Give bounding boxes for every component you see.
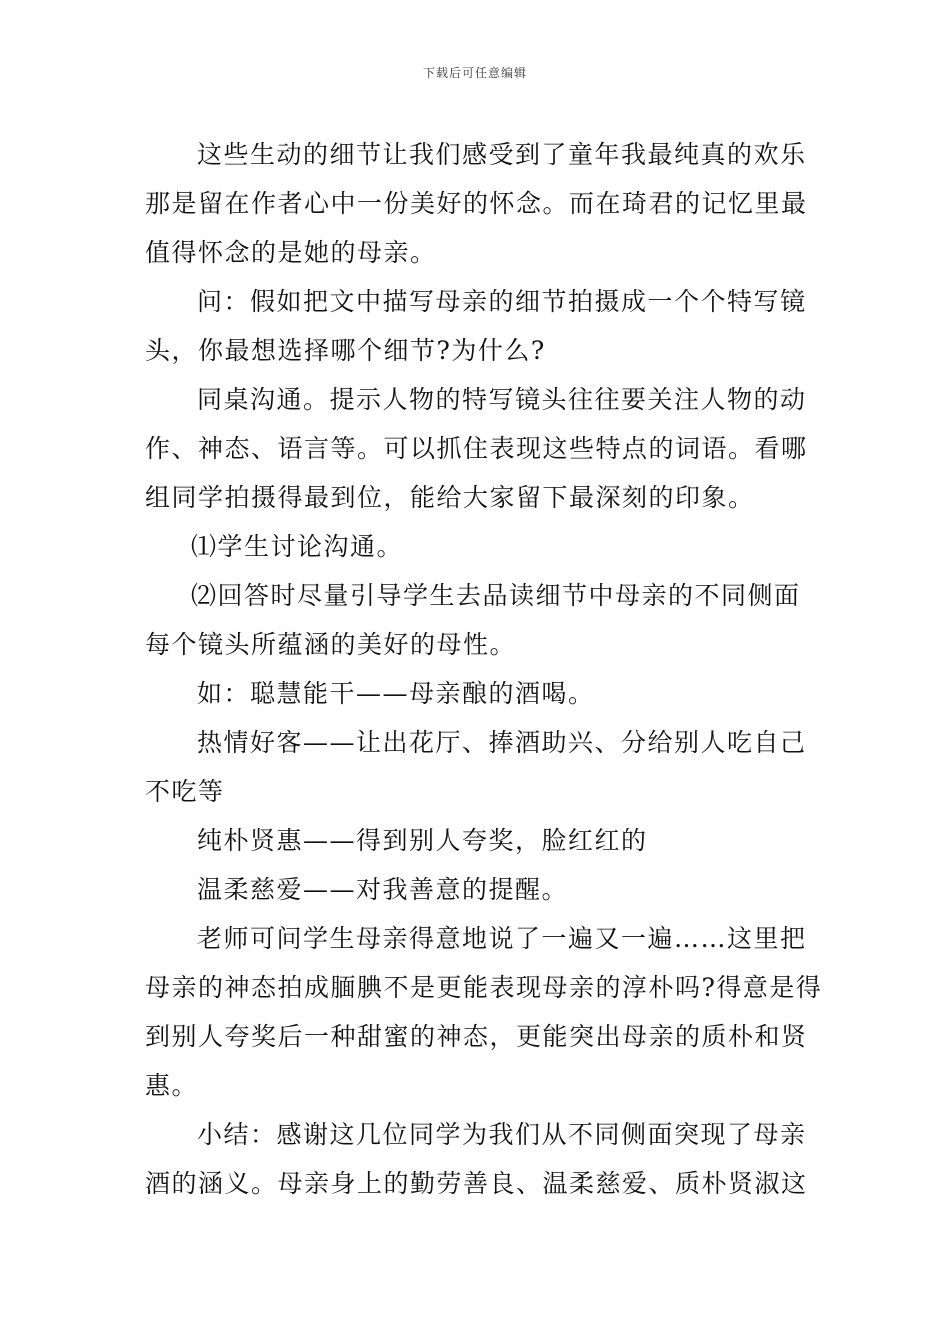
text-line: 惠。 [145,1071,199,1100]
text-line: 纯朴贤惠——得到别人夸奖，脸红红的 [197,826,648,855]
text-line: 小结：感谢这几位同学为我们从不同侧面突现了母亲 [197,1120,807,1149]
text-line: 热情好客——让出花厅、捧酒助兴、分给别人吃自己 [197,728,807,757]
text-line: 作、神态、语言等。可以抓住表现这些特点的词语。看哪 [145,434,808,463]
text-line: 这些生动的细节让我们感受到了童年我最纯真的欢乐 [197,140,807,169]
text-line: 如：聪慧能干——母亲酿的酒喝。 [197,679,595,708]
text-line: 那是留在作者心中一份美好的怀念。而在琦君的记忆里最 [145,189,808,218]
text-line: 母亲的神态拍成腼腆不是更能表现母亲的淳朴吗?得意是得 [145,973,823,1002]
text-line: 问：假如把文中描写母亲的细节拍摄成一个个特写镜 [197,287,807,316]
text-line: ⑵回答时尽量引导学生去品读细节中母亲的不同侧面 [191,581,801,610]
text-line: 同桌沟通。提示人物的特写镜头往往要关注人物的动 [197,385,807,414]
text-line: 温柔慈爱——对我善意的提醒。 [197,875,569,904]
text-line: 不吃等 [145,777,225,806]
page-header: 下载后可任意编辑 [422,66,527,80]
text-line: 酒的涵义。母亲身上的勤劳善良、温柔慈爱、质朴贤淑这 [145,1169,808,1198]
text-line: 值得怀念的是她的母亲。 [145,238,437,267]
text-line: 到别人夸奖后一种甜蜜的神态，更能突出母亲的质朴和贤 [145,1022,808,1051]
text-line: 每个镜头所蕴涵的美好的母性。 [145,630,517,659]
text-line: 头，你最想选择哪个细节?为什么? [145,336,546,365]
document-body [145,130,823,1208]
text-line: 老师可问学生母亲得意地说了一遍又一遍……这里把 [197,924,807,953]
text-line: ⑴学生讨论沟通。 [191,532,404,561]
text-line: 组同学拍摄得最到位，能给大家留下最深刻的印象。 [145,483,755,512]
